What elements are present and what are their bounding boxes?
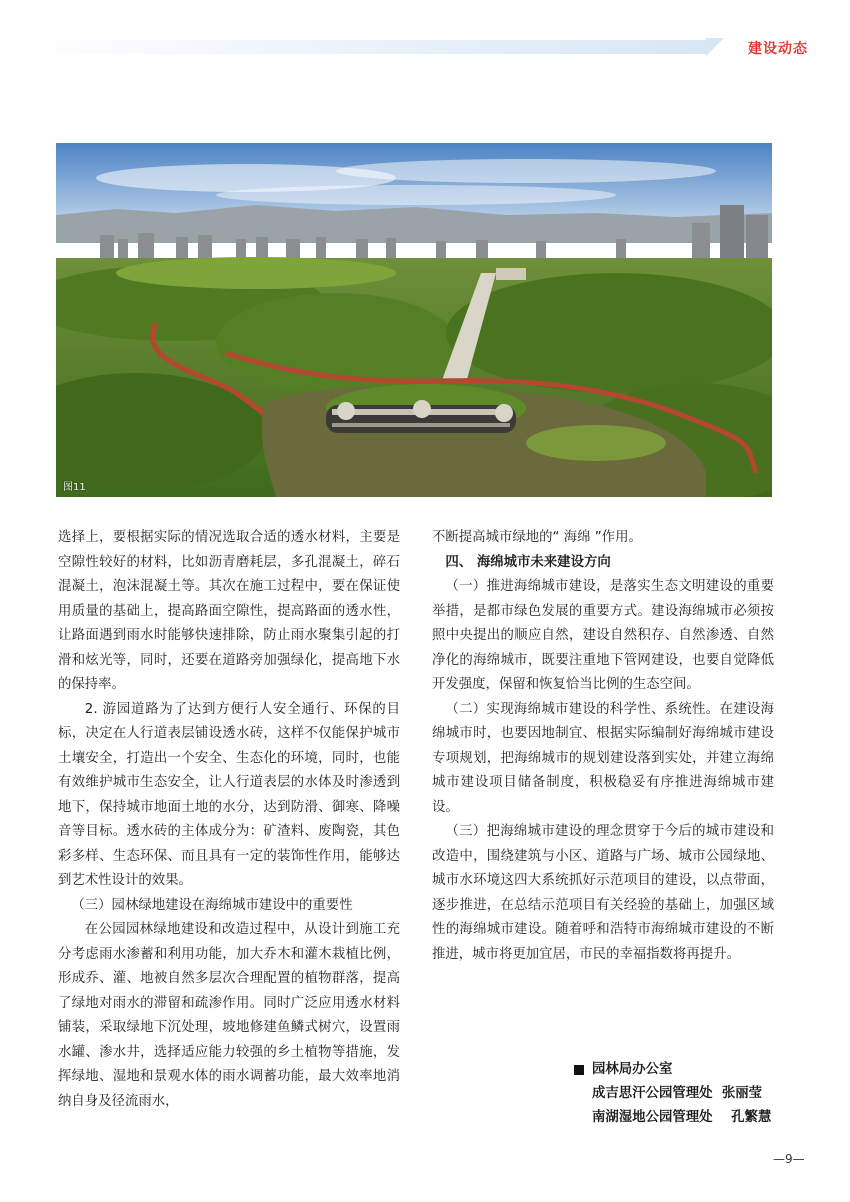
author-block: [574, 1058, 771, 1130]
left-paragraph-3: 在公园园林绿地建设和改造过程中，从设计到施工充分考虑雨水渗蓄和利用功能，加大乔木和灌木栽植比例，形成乔、灌、地被自然多层次合理配置的植物群落，提高了绿地对雨水的滞留和疏渗作用。同时广泛应用透水材料铺装，采取绿地下沉处理，坡地修建鱼鳞式树穴，设置雨水罐、渗水井，选择适应能力较强的乡土植物等措施，发挥绿地、湿地和景观水体的雨水调蓄功能，最大效率地消纳自身及径流雨水，: [58, 922, 400, 1109]
figure-label: 图11: [63, 482, 86, 493]
author-line-2: 南湖湿地公园管理处 孔繁慧: [592, 1110, 772, 1125]
left-column: [58, 526, 400, 1114]
park-illustration: [56, 143, 772, 497]
page-number: —9—: [773, 1152, 805, 1166]
author-line-1: 成吉思汗公园管理处 张丽莹: [592, 1086, 763, 1101]
left-paragraph-1: 选择上，要根据实际的情况选取合适的透水材料，主要是空隙性较好的材料，比如沥青磨耗层，多孔混凝土，碎石混凝土，泡沫混凝土等。其次在施工过程中，要在保证使用质量的基础上，提高路面空隙性，提高路面的透水性，让路面遇到雨水时能够快速排除，防止雨水聚集引起的打滑和炫光等，同时，还要在道路旁加强绿化，提高地下水的保持率。: [58, 530, 400, 692]
section-heading-4: 四、 海绵城市未来建设方向: [445, 554, 611, 570]
subsection-heading-3: （三）园林绿地建设在海绵城市建设中的重要性: [71, 897, 353, 913]
right-paragraph-0: 不断提高城市绿地的“ 海绵 ”作用。: [432, 530, 642, 545]
aerial-park-photo: [56, 143, 772, 497]
right-paragraph-3: （三）把海绵城市建设的理念贯穿于今后的城市建设和改造中，围绕建筑与小区、道路与广场、城市公园绿地、城市水环境这四大系统抓好示范项目的建设，以点带面，逐步推进，在总结示范项目有关经验的基础上，加强区域性的海绵城市建设。随着呼和浩特市海绵城市建设的不断推进，城市将更加宜居，市民的幸福指数将再提升。: [432, 824, 774, 962]
header-gradient: [20, 40, 720, 54]
left-paragraph-2: 2. 游园道路为了达到方便行人安全通行、环保的目标，决定在人行道表层铺设透水砖，这样不仅能保护城市土壤安全，打造出一个安全、生态化的环境，同时，也能有效维护城市生态安全，让人行道表层的水体及时渗透到地下，保持城市地面土地的水分，达到防滑、御寒、降噪音等目标。透水砖的主体成分为：矿渣料、废陶瓷，其色彩多样、生态环保、而且具有一定的装饰性作用，能够达到艺术性设计的效果。: [58, 701, 400, 888]
right-paragraph-1: （一）推进海绵城市建设，是落实生态文明建设的重要举措，是都市绿色发展的重要方式。建设海绵城市必须按照中央提出的顺应自然，建设自然积存、自然渗透、自然净化的海绵城市，既要注重地下管网建设，也要自觉降低开发强度，保留和恢复恰当比例的生态空间。: [432, 579, 774, 692]
author-org-name: 园林局办公室: [592, 1062, 673, 1077]
header-band: [0, 38, 850, 56]
right-paragraph-2: （二）实现海绵城市建设的科学性、系统性。在建设海绵城市时，也要因地制宜、根据实际编制好海绵城市建设专项规划，把海绵城市的规划建设落到实处，并建立海绵城市建设项目储备制度，积极稳妥有序推进海绵城市建设。: [432, 701, 774, 815]
square-bullet-icon: [574, 1065, 584, 1075]
section-tag: 建设动态: [748, 41, 808, 57]
right-column: [432, 526, 774, 967]
author-org: [574, 1058, 771, 1082]
